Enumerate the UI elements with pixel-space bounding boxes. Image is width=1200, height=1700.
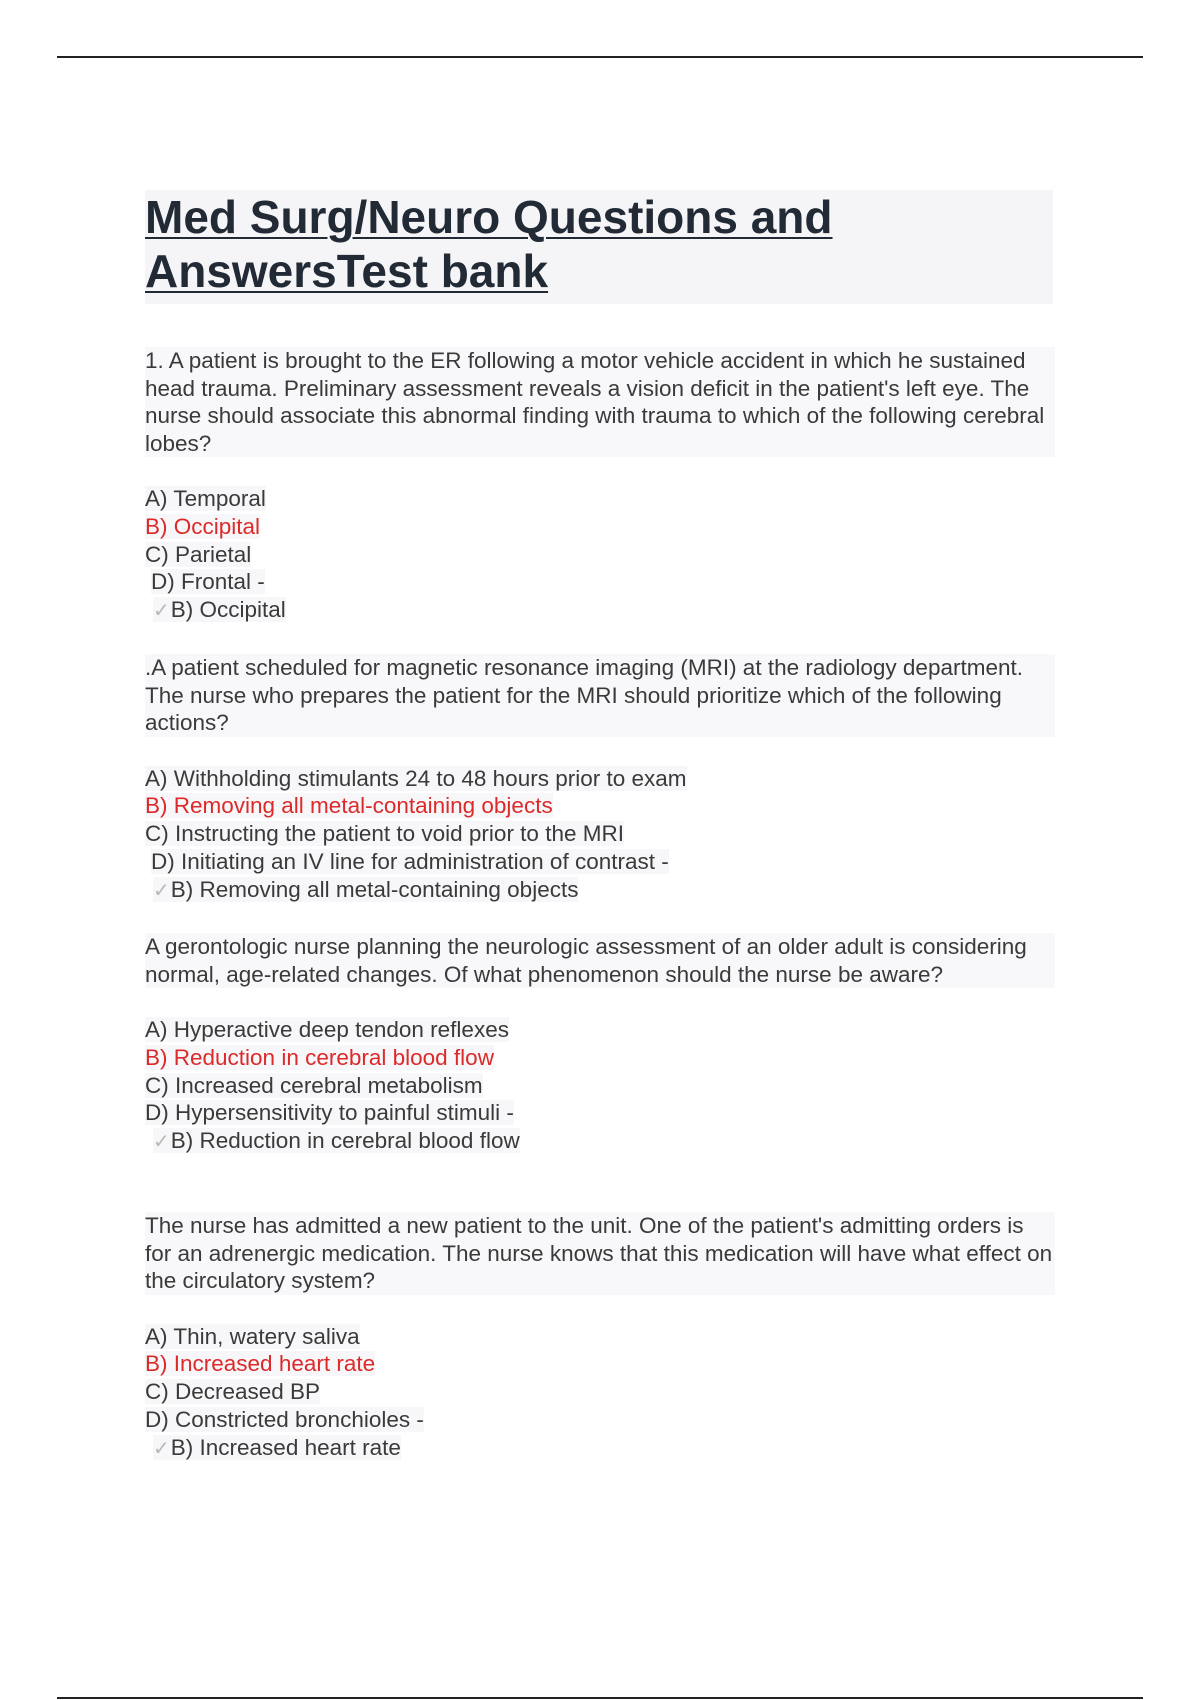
answer-text: B) Reduction in cerebral blood flow [170,1128,520,1154]
answer-line [145,876,1055,905]
option-list [145,485,1055,625]
checkmark-icon: ✓ [153,598,170,623]
question-block-2 [145,654,1055,904]
title-block [145,190,1053,304]
question-text: 1. A patient is brought to the ER following a motor vehicle accident in which he sustained head trauma. Preliminary assessment reveals a vision deficit in the patient's left eye. The nurse should associate this abnormal finding with trauma to which of the following cerebral lobes? [145,347,1055,457]
question-block-3 [145,933,1055,1156]
question-text: The nurse has admitted a new patient to the unit. One of the patient's admitting orders is for an adrenergic medication. The nurse knows that this medication will have what effect on the circulatory system? [145,1212,1055,1295]
option-a: A) Hyperactive deep tendon reflexes [145,1017,509,1042]
footer-rule [57,1697,1143,1699]
question-text: A gerontologic nurse planning the neurologic assessment of an older adult is considering normal, age-related changes. Of what phenomenon should the nurse be aware? [145,933,1055,988]
option-c: C) Decreased BP [145,1379,321,1405]
page-title [145,190,1053,298]
page-title-line-1: Med Surg/Neuro Questions and [145,191,833,243]
option-b-correct: B) Occipital [145,513,261,539]
option-b-correct: B) Increased heart rate [145,1351,376,1377]
option-a: A) Thin, watery saliva [145,1323,360,1349]
answer-text: B) Removing all metal-containing objects [170,876,579,902]
question-block-1 [145,347,1055,625]
option-d: D) Constricted bronchioles - [145,1406,424,1432]
option-a: A) Temporal [145,486,266,511]
header-rule [57,56,1143,58]
option-c: C) Instructing the patient to void prior to the MRI [145,821,624,847]
option-d: D) Frontal - [151,569,265,595]
checkmark-icon: ✓ [153,1435,170,1460]
option-c: C) Increased cerebral metabolism [145,1072,483,1098]
checkmark-icon: ✓ [153,1129,170,1154]
option-b-correct: B) Removing all metal-containing objects [145,793,553,819]
page-title-line-2: AnswersTest bank [145,245,549,297]
option-a: A) Withholding stimulants 24 to 48 hours prior to exam [145,765,687,791]
option-c: C) Parietal [145,541,252,567]
option-list [145,1016,1055,1156]
answer-line [145,1434,1055,1463]
answer-text: B) Occipital [170,597,286,623]
question-text: .A patient scheduled for magnetic resonance imaging (MRI) at the radiology department. The nurse who prepares the patient for the MRI should prioritize which of the following actions? [145,654,1055,737]
answer-line [145,596,1055,625]
checkmark-icon: ✓ [153,877,170,902]
answer-line [145,1127,1055,1156]
option-list [145,765,1055,905]
option-list [145,1323,1055,1463]
option-d: D) Initiating an IV line for administration of contrast - [151,848,669,874]
option-d: D) Hypersensitivity to painful stimuli - [145,1100,514,1126]
question-block-4 [145,1212,1055,1462]
option-b-correct: B) Reduction in cerebral blood flow [145,1044,494,1070]
answer-text: B) Increased heart rate [170,1434,401,1460]
